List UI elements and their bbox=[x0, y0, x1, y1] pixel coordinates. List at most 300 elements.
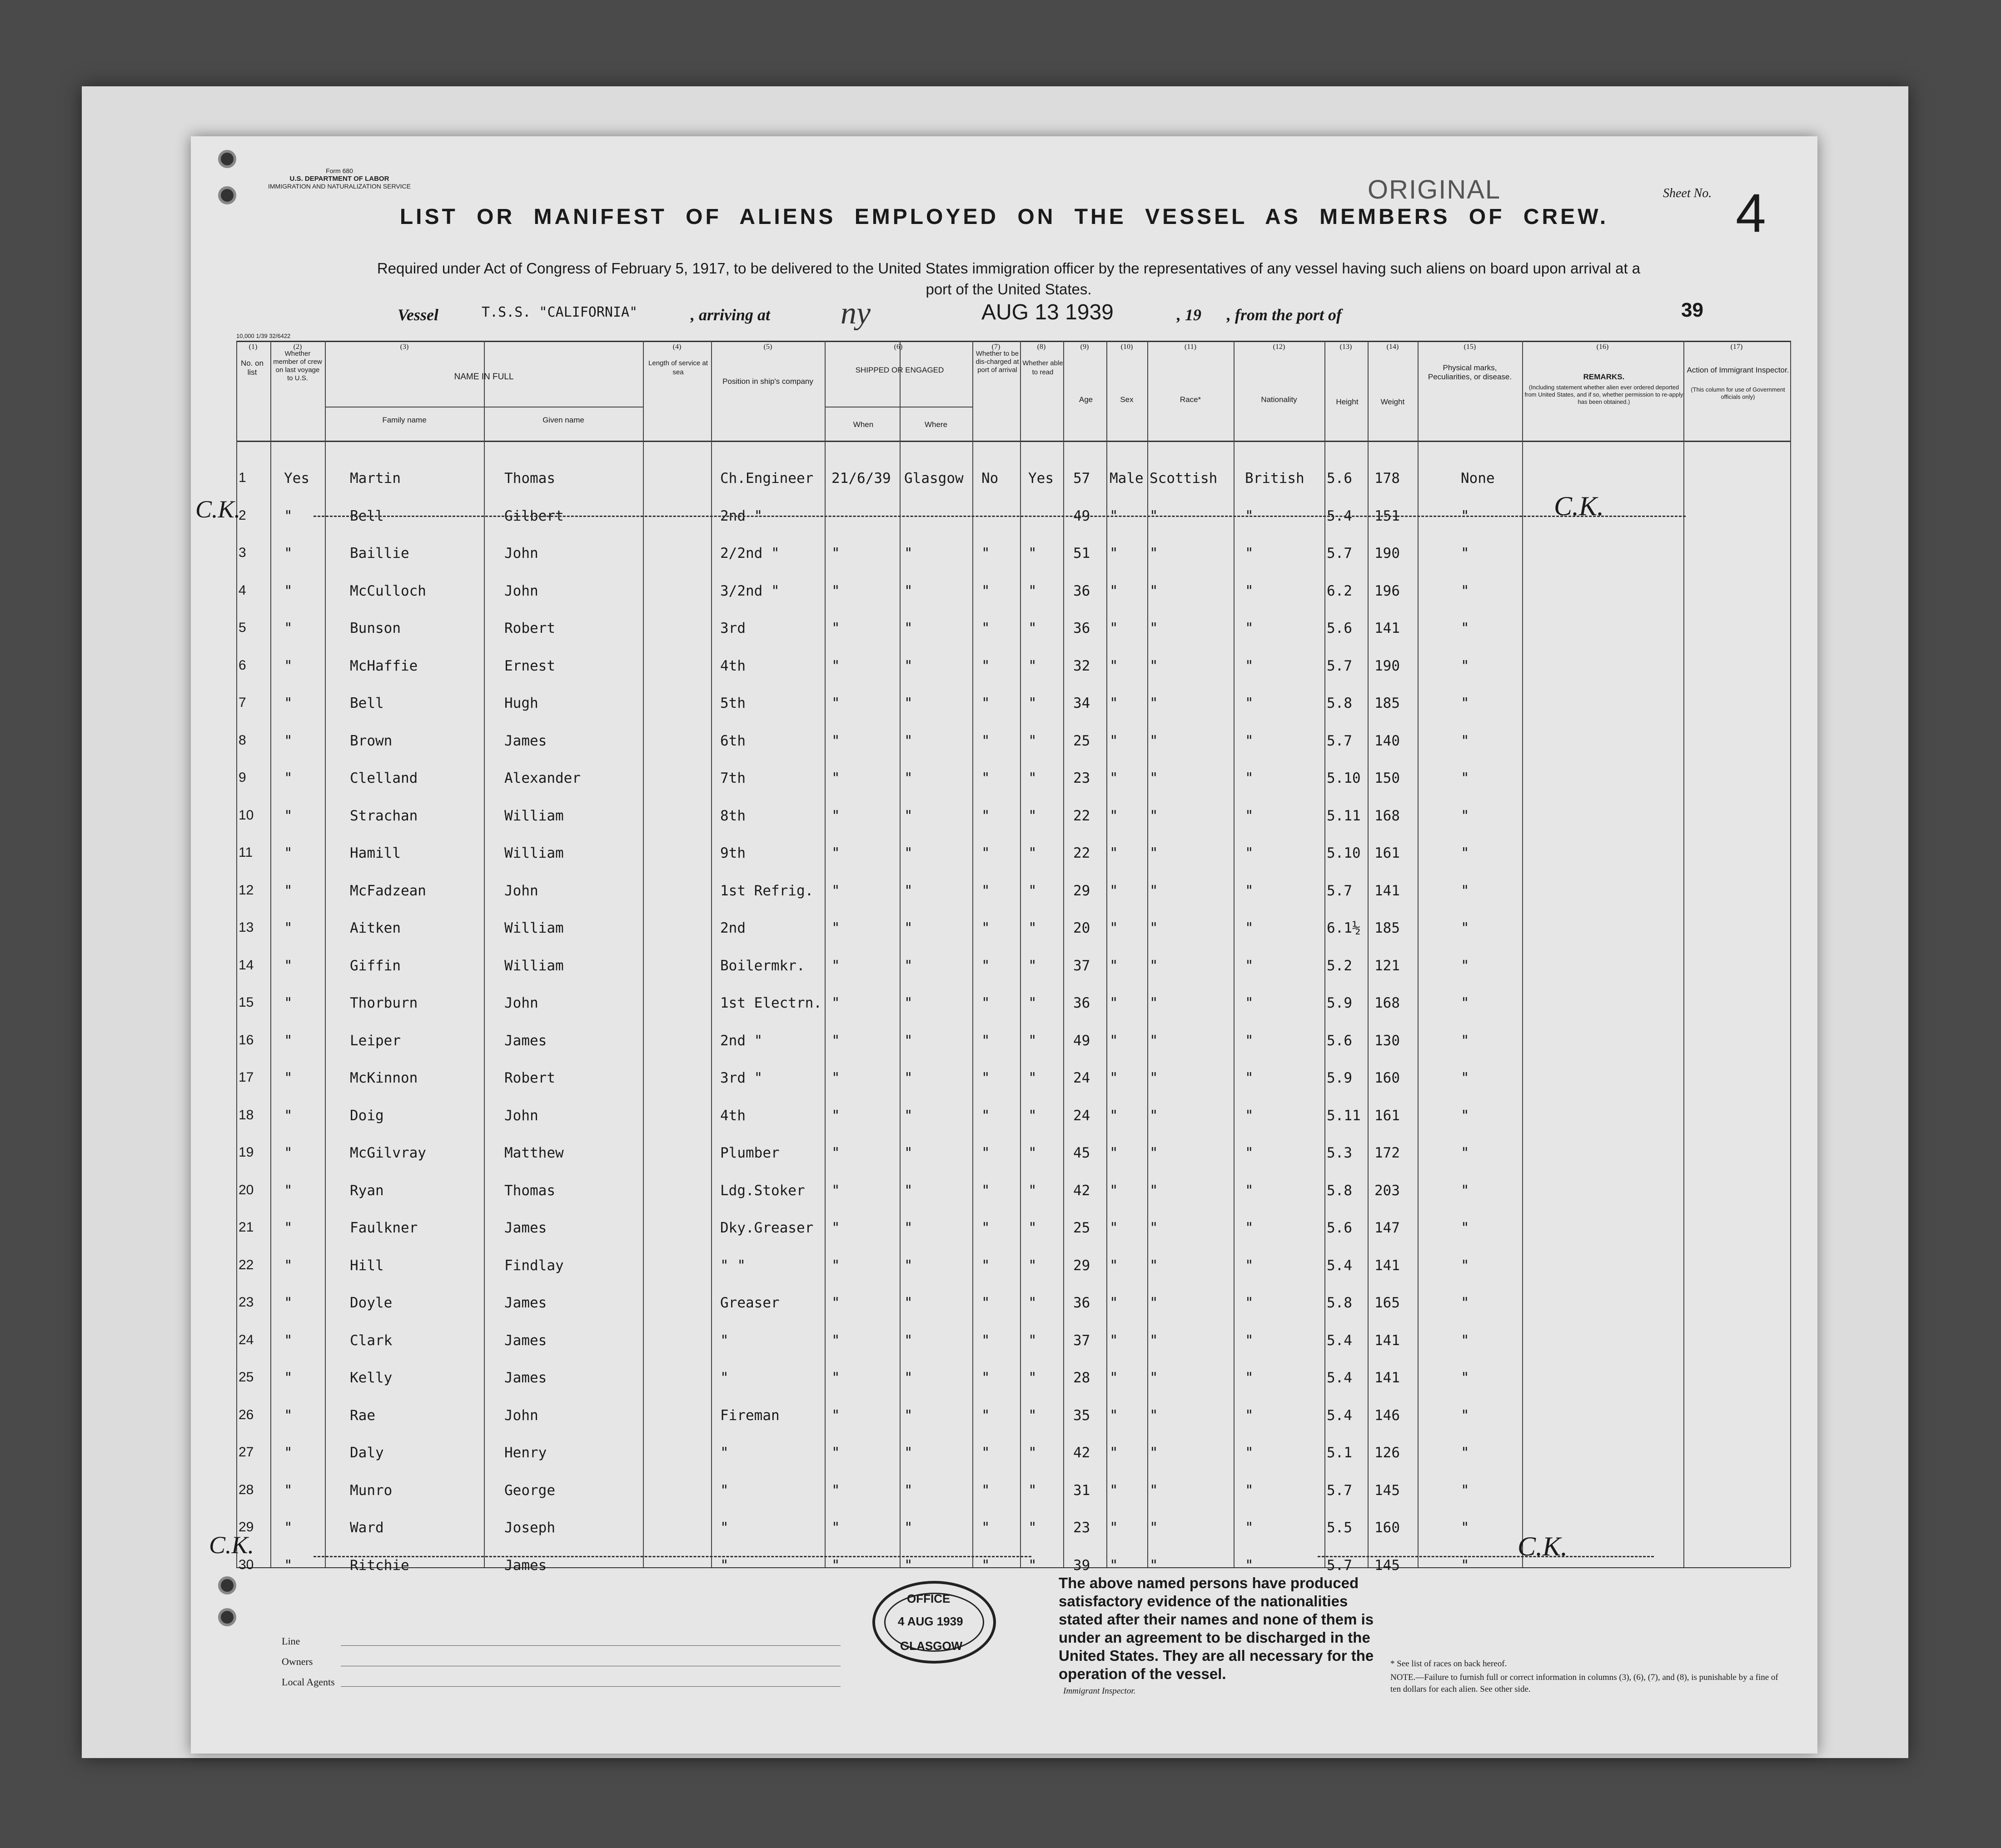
given-name-cell: John bbox=[504, 995, 538, 1011]
row-number: 15 bbox=[239, 995, 254, 1010]
nationality-cell: " bbox=[1245, 995, 1254, 1011]
discharge-cell: " bbox=[981, 1295, 990, 1311]
able-to-read-cell: " bbox=[1028, 770, 1037, 786]
age-cell: 24 bbox=[1073, 1107, 1090, 1124]
shipped-when-cell: " bbox=[831, 882, 840, 899]
last-voyage-cell: " bbox=[284, 695, 293, 711]
sex-cell: " bbox=[1110, 1295, 1118, 1311]
position-cell: " " bbox=[720, 1257, 746, 1274]
physical-marks-cell: " bbox=[1461, 1407, 1469, 1424]
age-cell: 42 bbox=[1073, 1445, 1090, 1461]
weight-cell: 161 bbox=[1374, 1107, 1400, 1124]
last-voyage-cell: " bbox=[284, 1145, 293, 1161]
shipped-when-cell: " bbox=[831, 1520, 840, 1536]
discharge-cell: " bbox=[981, 807, 990, 824]
nationality-cell: " bbox=[1245, 1070, 1254, 1086]
family-name-cell: Hill bbox=[350, 1257, 384, 1274]
discharge-cell: " bbox=[981, 1557, 990, 1574]
nationality-cell: " bbox=[1245, 1107, 1254, 1124]
given-name-cell: Hugh bbox=[504, 695, 538, 711]
physical-marks-cell: " bbox=[1461, 695, 1469, 711]
column-number: (7) bbox=[991, 343, 1000, 351]
able-to-read-cell: " bbox=[1028, 1557, 1037, 1574]
physical-marks-cell: " bbox=[1461, 957, 1469, 974]
sex-cell: " bbox=[1110, 507, 1118, 524]
last-voyage-cell: " bbox=[284, 1182, 293, 1199]
col-name-header: NAME IN FULL bbox=[454, 372, 514, 382]
given-name-cell: Matthew bbox=[504, 1145, 564, 1161]
column-number: (17) bbox=[1730, 343, 1743, 351]
given-name-cell: John bbox=[504, 1107, 538, 1124]
shipped-when-cell: 21/6/39 bbox=[831, 470, 891, 487]
given-name-cell: John bbox=[504, 1407, 538, 1424]
given-name-cell: John bbox=[504, 882, 538, 899]
row-number: 27 bbox=[239, 1445, 254, 1460]
family-name-cell: Kelly bbox=[350, 1370, 393, 1386]
last-voyage-cell: " bbox=[284, 507, 293, 524]
position-cell: " bbox=[720, 1520, 729, 1536]
race-cell: " bbox=[1150, 882, 1158, 899]
last-voyage-cell: Yes bbox=[284, 470, 309, 487]
discharge-cell: No bbox=[981, 470, 999, 487]
row-30-strike bbox=[314, 1556, 1031, 1557]
shipped-where-cell: " bbox=[904, 1445, 913, 1461]
age-cell: 36 bbox=[1073, 582, 1090, 599]
able-to-read-cell: " bbox=[1028, 1032, 1037, 1049]
age-cell: 25 bbox=[1073, 732, 1090, 749]
stamp-bottom-text: GLASGOW bbox=[900, 1639, 963, 1653]
last-voyage-cell: " bbox=[284, 1520, 293, 1536]
shipped-where-cell: " bbox=[904, 695, 913, 711]
family-name-cell: Doyle bbox=[350, 1295, 393, 1311]
last-voyage-cell: " bbox=[284, 807, 293, 824]
height-cell: 5.7 bbox=[1327, 1557, 1352, 1574]
original-stamp: ORIGINAL bbox=[1368, 175, 1501, 204]
from-port-label: , from the port of bbox=[1227, 306, 1342, 324]
sex-cell: " bbox=[1110, 1482, 1118, 1499]
col-when-header: When bbox=[853, 420, 874, 429]
age-cell: 42 bbox=[1073, 1182, 1090, 1199]
height-cell: 5.8 bbox=[1327, 695, 1352, 711]
shipped-where-cell: " bbox=[904, 1482, 913, 1499]
row-30-strike-right bbox=[1318, 1556, 1654, 1557]
last-voyage-cell: " bbox=[284, 1557, 293, 1574]
table-row bbox=[191, 1108, 1745, 1144]
sex-cell: " bbox=[1110, 1257, 1118, 1274]
able-to-read-cell: " bbox=[1028, 1407, 1037, 1424]
physical-marks-cell: " bbox=[1461, 732, 1469, 749]
last-voyage-cell: " bbox=[284, 582, 293, 599]
shipped-where-cell: " bbox=[904, 1145, 913, 1161]
row-number: 6 bbox=[239, 657, 246, 673]
physical-marks-cell: " bbox=[1461, 545, 1469, 561]
nationality-cell: " bbox=[1245, 695, 1254, 711]
physical-marks-cell: " bbox=[1461, 1482, 1469, 1499]
sex-cell: " bbox=[1110, 732, 1118, 749]
able-to-read-cell: " bbox=[1028, 695, 1037, 711]
shipped-when-cell: " bbox=[831, 582, 840, 599]
able-to-read-cell: " bbox=[1028, 1070, 1037, 1086]
given-name-cell: James bbox=[504, 1032, 547, 1049]
age-cell: 25 bbox=[1073, 1220, 1090, 1236]
shipped-where-cell: " bbox=[904, 1257, 913, 1274]
document-subtitle: Required under Act of Congress of February 5, 1917, to be delivered to the United States immigration officer by the representatives of any vessel having such aliens on board upon arrival at a port of the United States. bbox=[377, 260, 1641, 298]
row-number: 11 bbox=[239, 845, 253, 860]
shipped-when-cell: " bbox=[831, 657, 840, 674]
col-inspector-header: Action of Immigrant Inspector. bbox=[1687, 366, 1789, 374]
service-name: IMMIGRATION AND NATURALIZATION SERVICE bbox=[268, 183, 411, 190]
row-number: 25 bbox=[239, 1370, 254, 1385]
race-cell: " bbox=[1150, 1220, 1158, 1236]
row-number: 5 bbox=[239, 620, 246, 635]
race-cell: " bbox=[1150, 1557, 1158, 1574]
discharge-cell: " bbox=[981, 1407, 990, 1424]
table-row bbox=[191, 770, 1745, 806]
row-number: 3 bbox=[239, 545, 246, 560]
manifest-sheet bbox=[191, 136, 1817, 1754]
family-name-cell: Bell bbox=[350, 507, 384, 524]
able-to-read-cell: " bbox=[1028, 1482, 1037, 1499]
row-number: 18 bbox=[239, 1107, 254, 1123]
given-name-cell: Thomas bbox=[504, 1182, 555, 1199]
physical-marks-cell: " bbox=[1461, 1370, 1469, 1386]
column-number: (5) bbox=[763, 343, 772, 351]
race-cell: " bbox=[1150, 995, 1158, 1011]
last-voyage-cell: " bbox=[284, 1032, 293, 1049]
column-number: (2) bbox=[293, 343, 302, 351]
family-name-cell: Aitken bbox=[350, 920, 401, 936]
given-name-cell: Thomas bbox=[504, 470, 555, 487]
stamp-date-text: 4 AUG 1939 bbox=[898, 1615, 963, 1628]
height-cell: 5.4 bbox=[1327, 507, 1352, 524]
position-cell: 2/2nd " bbox=[720, 545, 780, 561]
inspector-label: Immigrant Inspector. bbox=[1063, 1686, 1136, 1696]
last-voyage-cell: " bbox=[284, 732, 293, 749]
race-cell: " bbox=[1150, 620, 1158, 636]
col-shipped-header: SHIPPED OR ENGAGED bbox=[855, 366, 944, 374]
nationality-cell: " bbox=[1245, 770, 1254, 786]
physical-marks-cell: " bbox=[1461, 770, 1469, 786]
sex-cell: " bbox=[1110, 957, 1118, 974]
nationality-cell: " bbox=[1245, 1557, 1254, 1574]
race-cell: " bbox=[1150, 1145, 1158, 1161]
shipped-where-cell: Glasgow bbox=[904, 470, 964, 487]
height-cell: 5.7 bbox=[1327, 657, 1352, 674]
table-row bbox=[191, 883, 1745, 919]
weight-cell: 141 bbox=[1374, 620, 1400, 636]
sex-cell: " bbox=[1110, 1370, 1118, 1386]
height-cell: 5.6 bbox=[1327, 1032, 1352, 1049]
shipped-when-cell: " bbox=[831, 1182, 840, 1199]
row-number: 13 bbox=[239, 920, 254, 935]
shipped-when-cell: " bbox=[831, 1295, 840, 1311]
sex-cell: " bbox=[1110, 1145, 1118, 1161]
table-row bbox=[191, 1033, 1745, 1069]
shipped-where-cell: " bbox=[904, 995, 913, 1011]
row-number: 8 bbox=[239, 732, 246, 748]
race-cell: " bbox=[1150, 1295, 1158, 1311]
physical-marks-cell: " bbox=[1461, 582, 1469, 599]
able-to-read-cell: " bbox=[1028, 1182, 1037, 1199]
physical-marks-cell: " bbox=[1461, 1032, 1469, 1049]
height-cell: 5.8 bbox=[1327, 1182, 1352, 1199]
family-name-cell: Clelland bbox=[350, 770, 418, 786]
discharge-cell: " bbox=[981, 1182, 990, 1199]
race-cell: " bbox=[1150, 807, 1158, 824]
last-voyage-cell: " bbox=[284, 1407, 293, 1424]
physical-marks-cell: " bbox=[1461, 1520, 1469, 1536]
table-row bbox=[191, 695, 1745, 731]
physical-marks-cell: " bbox=[1461, 1257, 1469, 1274]
family-name-cell: Daly bbox=[350, 1445, 384, 1461]
sex-cell: " bbox=[1110, 1070, 1118, 1086]
able-to-read-cell: " bbox=[1028, 1220, 1037, 1236]
age-cell: 29 bbox=[1073, 882, 1090, 899]
shipped-when-cell: " bbox=[831, 545, 840, 561]
able-to-read-cell: " bbox=[1028, 582, 1037, 599]
column-number: (3) bbox=[400, 343, 409, 351]
position-cell: Ldg.Stoker bbox=[720, 1182, 805, 1199]
column-number: (1) bbox=[249, 343, 258, 351]
row-number: 16 bbox=[239, 1032, 254, 1048]
last-voyage-cell: " bbox=[284, 545, 293, 561]
discharge-cell: " bbox=[981, 1370, 990, 1386]
position-cell: " bbox=[720, 1370, 729, 1386]
given-name-cell: James bbox=[504, 1557, 547, 1574]
weight-cell: 160 bbox=[1374, 1520, 1400, 1536]
race-cell: " bbox=[1150, 920, 1158, 936]
page-number: 39 bbox=[1681, 299, 1703, 321]
age-cell: 29 bbox=[1073, 1257, 1090, 1274]
nationality-cell: British bbox=[1245, 470, 1304, 487]
nationality-cell: " bbox=[1245, 732, 1254, 749]
height-cell: 5.8 bbox=[1327, 1295, 1352, 1311]
race-cell: " bbox=[1150, 657, 1158, 674]
height-cell: 5.2 bbox=[1327, 957, 1352, 974]
sex-cell: " bbox=[1110, 582, 1118, 599]
height-cell: 6.2 bbox=[1327, 582, 1352, 599]
last-voyage-cell: " bbox=[284, 1295, 293, 1311]
given-name-cell: Joseph bbox=[504, 1520, 555, 1536]
nationality-cell: " bbox=[1245, 582, 1254, 599]
col-family-header: Family name bbox=[382, 416, 427, 424]
discharge-cell: " bbox=[981, 770, 990, 786]
col-age-header: Age bbox=[1079, 395, 1093, 404]
col-sex-header: Sex bbox=[1120, 395, 1134, 404]
shipped-where-cell: " bbox=[904, 1557, 913, 1574]
given-name-cell: James bbox=[504, 1332, 547, 1349]
shipped-when-cell: " bbox=[831, 807, 840, 824]
family-name-cell: Hamill bbox=[350, 845, 401, 861]
column-number: (8) bbox=[1037, 343, 1046, 351]
race-cell: " bbox=[1150, 695, 1158, 711]
shipped-where-cell: " bbox=[904, 582, 913, 599]
shipped-when-cell: " bbox=[831, 1257, 840, 1274]
race-cell: " bbox=[1150, 1332, 1158, 1349]
arrival-date-stamp: AUG 13 1939 bbox=[981, 300, 1114, 324]
weight-cell: 151 bbox=[1374, 507, 1400, 524]
position-cell: 2nd " bbox=[720, 1032, 763, 1049]
age-cell: 28 bbox=[1073, 1370, 1090, 1386]
agents-underline bbox=[341, 1686, 841, 1687]
age-cell: 32 bbox=[1073, 657, 1090, 674]
family-name-cell: Munro bbox=[350, 1482, 393, 1499]
column-number: (6) bbox=[894, 343, 903, 351]
discharge-cell: " bbox=[981, 657, 990, 674]
position-cell: Ch.Engineer bbox=[720, 470, 814, 487]
age-cell: 34 bbox=[1073, 695, 1090, 711]
certificate-text: The above named persons have produced satisfactory evidence of the nationalities stated after their names and none of them is under an agreement to be discharged in the United States. They are all necessary for the operation of the vessel. bbox=[1059, 1575, 1374, 1682]
family-name-cell: Baillie bbox=[350, 545, 409, 561]
height-cell: 5.7 bbox=[1327, 882, 1352, 899]
discharge-cell: " bbox=[981, 695, 990, 711]
discharge-cell: " bbox=[981, 1070, 990, 1086]
shipped-where-cell: " bbox=[904, 1407, 913, 1424]
last-voyage-cell: " bbox=[284, 882, 293, 899]
department-name: U.S. DEPARTMENT OF LABOR bbox=[289, 175, 389, 183]
shipped-where-cell: " bbox=[904, 1182, 913, 1199]
last-voyage-cell: " bbox=[284, 1220, 293, 1236]
position-cell: 9th bbox=[720, 845, 746, 861]
weight-cell: 160 bbox=[1374, 1070, 1400, 1086]
nationality-cell: " bbox=[1245, 807, 1254, 824]
remark-row1: C.K. bbox=[1554, 491, 1604, 521]
given-name-cell: Gilbert bbox=[504, 507, 564, 524]
sex-cell: " bbox=[1110, 882, 1118, 899]
row-number: 23 bbox=[239, 1295, 254, 1310]
weight-cell: 146 bbox=[1374, 1407, 1400, 1424]
shipped-when-cell: " bbox=[831, 770, 840, 786]
table-row bbox=[191, 1257, 1745, 1294]
given-name-cell: James bbox=[504, 1370, 547, 1386]
discharge-cell: " bbox=[981, 1332, 990, 1349]
row-number: 26 bbox=[239, 1407, 254, 1422]
discharge-cell: " bbox=[981, 1482, 990, 1499]
shipped-where-cell: " bbox=[904, 1032, 913, 1049]
weight-cell: 185 bbox=[1374, 695, 1400, 711]
weight-cell: 145 bbox=[1374, 1482, 1400, 1499]
shipped-when-cell: " bbox=[831, 1332, 840, 1349]
height-cell: 5.4 bbox=[1327, 1370, 1352, 1386]
weight-cell: 126 bbox=[1374, 1445, 1400, 1461]
last-voyage-cell: " bbox=[284, 957, 293, 974]
physical-marks-cell: " bbox=[1461, 845, 1469, 861]
given-name-cell: William bbox=[504, 920, 564, 936]
shipped-where-cell: " bbox=[904, 657, 913, 674]
table-row bbox=[191, 845, 1745, 881]
col-marks-header: Physical marks, Peculiarities, or disease. bbox=[1428, 363, 1512, 381]
height-cell: 5.10 bbox=[1327, 770, 1361, 786]
position-cell: " bbox=[720, 1332, 729, 1349]
able-to-read-cell: " bbox=[1028, 1257, 1037, 1274]
last-voyage-cell: " bbox=[284, 657, 293, 674]
given-name-cell: Henry bbox=[504, 1445, 547, 1461]
position-cell: Dky.Greaser bbox=[720, 1220, 814, 1236]
last-voyage-cell: " bbox=[284, 845, 293, 861]
given-name-cell: Findlay bbox=[504, 1257, 564, 1274]
family-name-cell: Rae bbox=[350, 1407, 375, 1424]
table-top-rule bbox=[236, 341, 1790, 342]
given-name-cell: Robert bbox=[504, 1070, 555, 1086]
remark-row30: C.K. bbox=[1518, 1531, 1568, 1561]
last-voyage-cell: " bbox=[284, 1070, 293, 1086]
shipped-where-cell: " bbox=[904, 1295, 913, 1311]
shipped-when-cell: " bbox=[831, 1407, 840, 1424]
family-name-cell: Martin bbox=[350, 470, 401, 487]
row-number: 20 bbox=[239, 1182, 254, 1197]
col-inspector-sub: (This column for use of Government officials only) bbox=[1691, 386, 1785, 400]
shipped-where-cell: " bbox=[904, 1220, 913, 1236]
position-cell: Greaser bbox=[720, 1295, 780, 1311]
col-nationality-header: Nationality bbox=[1261, 395, 1297, 404]
physical-marks-cell: " bbox=[1461, 1107, 1469, 1124]
height-cell: 5.11 bbox=[1327, 1107, 1361, 1124]
race-cell: " bbox=[1150, 1407, 1158, 1424]
weight-cell: 141 bbox=[1374, 1257, 1400, 1274]
position-cell: Plumber bbox=[720, 1145, 780, 1161]
given-name-cell: James bbox=[504, 1220, 547, 1236]
race-cell: Scottish bbox=[1150, 470, 1218, 487]
col-prev-voyage-header: Whether member of crew on last voyage to U.S. bbox=[273, 350, 322, 382]
race-cell: " bbox=[1150, 507, 1158, 524]
given-name-cell: William bbox=[504, 807, 564, 824]
age-cell: 22 bbox=[1073, 845, 1090, 861]
discharge-cell: " bbox=[981, 732, 990, 749]
discharge-cell: " bbox=[981, 995, 990, 1011]
nationality-cell: " bbox=[1245, 1520, 1254, 1536]
row-number: 1 bbox=[239, 470, 246, 485]
shipped-where-cell: " bbox=[904, 620, 913, 636]
height-cell: 5.6 bbox=[1327, 470, 1352, 487]
family-name-cell: Ritchie bbox=[350, 1557, 409, 1574]
column-number: (13) bbox=[1339, 343, 1352, 351]
family-name-cell: Ward bbox=[350, 1520, 384, 1536]
shipped-where-cell: " bbox=[904, 1520, 913, 1536]
glasgow-office-stamp bbox=[872, 1581, 996, 1664]
column-number: (15) bbox=[1463, 343, 1476, 351]
family-name-cell: Ryan bbox=[350, 1182, 384, 1199]
weight-cell: 130 bbox=[1374, 1032, 1400, 1049]
sex-cell: " bbox=[1110, 807, 1118, 824]
shipped-when-cell: " bbox=[831, 1070, 840, 1086]
discharge-cell: " bbox=[981, 582, 990, 599]
position-cell: 3/2nd " bbox=[720, 582, 780, 599]
last-voyage-cell: " bbox=[284, 1257, 293, 1274]
shipped-when-cell: " bbox=[831, 957, 840, 974]
discharge-cell: " bbox=[981, 1220, 990, 1236]
table-header-rule bbox=[236, 441, 1790, 442]
race-cell: " bbox=[1150, 1370, 1158, 1386]
given-name-cell: John bbox=[504, 545, 538, 561]
line-underline bbox=[341, 1645, 841, 1646]
shipped-where-cell: " bbox=[904, 1107, 913, 1124]
position-cell: Fireman bbox=[720, 1407, 780, 1424]
row-number: 28 bbox=[239, 1482, 254, 1497]
age-cell: 45 bbox=[1073, 1145, 1090, 1161]
able-to-read-cell: " bbox=[1028, 545, 1037, 561]
column-number: (14) bbox=[1386, 343, 1399, 351]
family-name-cell: Thorburn bbox=[350, 995, 418, 1011]
sex-cell: " bbox=[1110, 695, 1118, 711]
column-rule bbox=[1790, 341, 1791, 1567]
shipped-when-cell: " bbox=[831, 995, 840, 1011]
able-to-read-cell: Yes bbox=[1028, 470, 1054, 487]
family-name-cell: Clark bbox=[350, 1332, 393, 1349]
position-cell: 3rd " bbox=[720, 1070, 763, 1086]
age-cell: 37 bbox=[1073, 957, 1090, 974]
table-row bbox=[191, 1482, 1745, 1519]
weight-cell: 145 bbox=[1374, 1557, 1400, 1574]
